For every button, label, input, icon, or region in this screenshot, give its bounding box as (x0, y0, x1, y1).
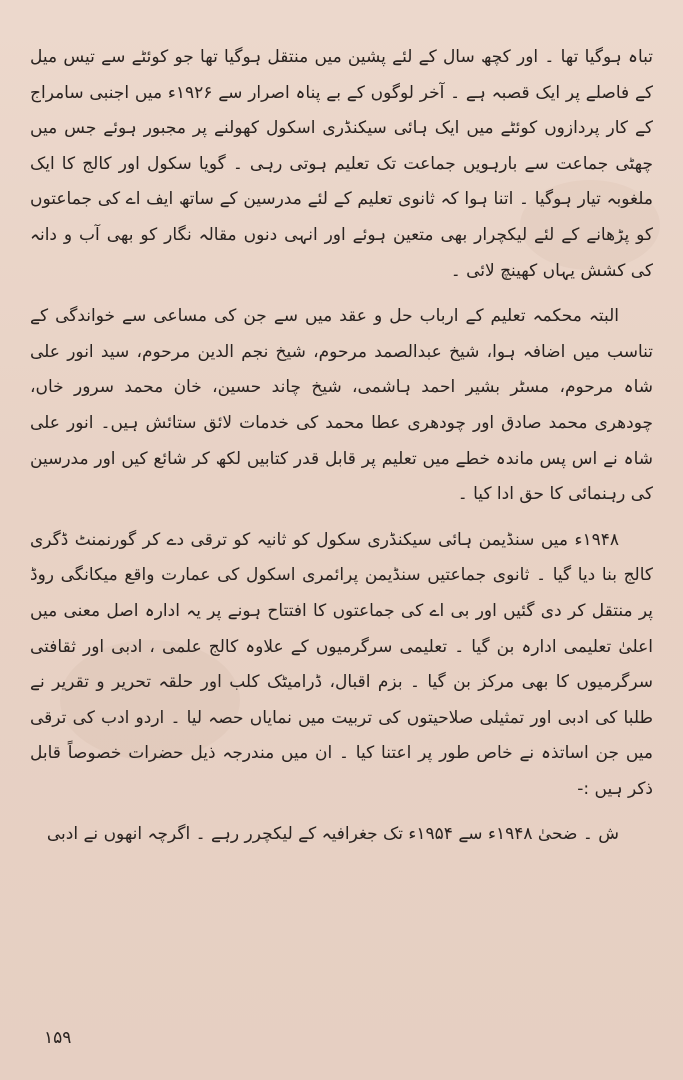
body-text (30, 40, 653, 863)
page-number: ۱۵۹ (44, 1028, 72, 1048)
paragraph-2: البتہ محکمہ تعلیم کے ارباب حل و عقد میں سے جن کی مساعی سے خواندگی کے تناسب میں اضافہ ہوا، شیخ عبدالصمد مرحوم، شیخ نجم الدین مرحوم، سید انور علی شاہ مرحوم، مسٹر بشیر احمد ہاشمی، شیخ چاند حسین، خان محمد سرور خاں، چودھری محمد صادق اور چودھری عطا محمد کی خدمات لائق ستائش ہیں۔ انور علی شاہ نے اس پس ماندہ خطے میں تعلیم پر قابل قدر کتابیں لکھ کر شائع کیں اور مدرسین کی رہنمائی کا حق ادا کیا ۔ (30, 306, 653, 505)
paragraph-4: ش ۔ ضحیٰ ۱۹۴۸ء سے ۱۹۵۴ء تک جغرافیہ کے لیکچرر رہے ۔ اگرچہ انھوں نے ادبی (46, 824, 619, 845)
paragraph-1: تباہ ہوگیا تھا ۔ اور کچھ سال کے لئے پشین میں منتقل ہوگیا تھا جو کوئٹے سے تیس میل کے فاصلے پر ایک قصبہ ہے ۔ آخر لوگوں کے بے پناہ اصرار سے ۱۹۲۶ء میں اجنبی سامراج کے کار پردازوں کوئٹے میں ایک ہائی سیکنڈری اسکول کھولنے پر مجبور ہوئے جس میں چھٹی جماعت سے بارہویں جماعت تک تعلیم ہوتی رہی ۔ گویا سکول اور کالج کا ایک ملغوبہ تیار ہوگیا ۔ اتنا ہوا کہ ثانوی تعلیم کے لئے مدرسین کے ساتھ ایف اے کی جماعتوں کو پڑھانے کے لئے لیکچرار بھی متعین ہوئے اور انہی دنوں مقالہ نگار کو بھی آب و دانہ کی کشش یہاں کھینچ لائی ۔ (30, 47, 653, 281)
paragraph-3: ۱۹۴۸ء میں سنڈیمن ہائی سیکنڈری سکول کو ثانیہ کو ترقی دے کر گورنمنٹ ڈگری کالج بنا دیا گیا ۔ ثانوی جماعتیں سنڈیمن پرائمری اسکول کی عمارت واقع میکانگی روڈ پر منتقل کر دی گئیں اور بی اے کی جماعتوں کا افتتاح ہونے پر یہ ادارہ اصل معنی میں اعلیٰ تعلیمی ادارہ بن گیا ۔ تعلیمی سرگرمیوں کے علاوہ کالج علمی ، ادبی اور ثقافتی سرگرمیوں کا بھی مرکز بن گیا ۔ بزم اقبال، ڈرامیٹک کلب اور حلقہ تحریر و تقریر نے طلبا کی ادبی اور تمثیلی صلاحیتوں کی تربیت میں نمایاں حصہ لیا ۔ اردو ادب کی ترقی میں جن اساتذہ نے خاص طور پر اعتنا کیا ۔ ان میں مندرجہ ذیل حضرات خصوصاً قابل ذکر ہیں :- (30, 529, 653, 799)
